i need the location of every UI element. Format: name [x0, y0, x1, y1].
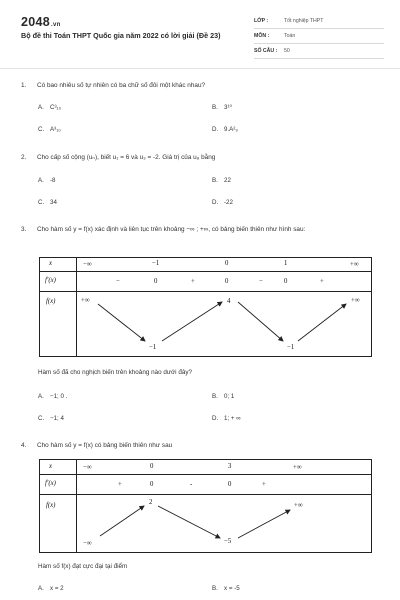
f-value: +∞ — [81, 297, 90, 304]
variation-table-q3 — [39, 257, 372, 357]
f-value: −1 — [287, 344, 295, 351]
option-3a[interactable] — [38, 393, 67, 400]
f-value: −1 — [149, 344, 157, 351]
option-2a[interactable] — [38, 177, 56, 184]
meta-value: Tốt nghiệp THPT — [284, 18, 324, 24]
row-label-function: f(x) — [46, 502, 56, 509]
question-number: 1. — [21, 82, 27, 89]
question-text: Cho hàm số y = f(x) có bảng biến thiên như sau — [37, 442, 173, 449]
derivative-zero: 0 — [284, 278, 288, 285]
option-text: x = 2 — [50, 585, 64, 592]
derivative-sign: - — [190, 481, 193, 488]
option-text: A³₁₀ — [50, 126, 61, 133]
derivative-zero: 0 — [150, 481, 154, 488]
document-title: Bộ đề thi Toán THPT Quốc gia năm 2022 có lời giải (Đề 23) — [21, 31, 221, 40]
question-3 — [21, 224, 371, 235]
f-value: 4 — [227, 298, 231, 305]
site-logo[interactable] — [21, 15, 61, 29]
subquestion-4: Hàm số f(x) đạt cực đại tại điểm — [38, 563, 128, 570]
x-value: 0 — [150, 463, 154, 470]
option-2c[interactable] — [38, 199, 57, 206]
option-letter: B. — [212, 585, 218, 592]
derivative-zero: 0 — [225, 278, 229, 285]
option-3d[interactable] — [212, 415, 241, 422]
variation-arrows-q4 — [40, 460, 373, 554]
derivative-sign: − — [116, 278, 120, 285]
option-1a[interactable] — [38, 104, 61, 111]
meta-key: SỐ CÂU : — [254, 48, 278, 54]
question-text: Cho cấp số cộng (uₙ), biết u₁ = 6 và u₃ = -2. Giá trị của u₈ bằng — [37, 154, 216, 161]
f-value: +∞ — [351, 297, 360, 304]
variation-table-q4 — [39, 459, 372, 553]
question-text: Có bao nhiêu số tự nhiên có ba chữ số đôi một khác nhau? — [37, 82, 206, 89]
question-4 — [21, 442, 172, 449]
f-value: −5 — [224, 538, 232, 545]
meta-value: Toán — [284, 33, 296, 39]
x-value: −1 — [152, 260, 160, 267]
derivative-sign: + — [191, 278, 195, 285]
f-value: 2 — [149, 499, 153, 506]
option-1d[interactable] — [212, 126, 238, 133]
derivative-sign: + — [118, 481, 122, 488]
option-4b[interactable] — [212, 585, 240, 592]
option-letter: C. — [38, 415, 45, 422]
f-value: +∞ — [294, 502, 303, 509]
x-value: 1 — [284, 260, 288, 267]
meta-key: LỚP : — [254, 18, 269, 24]
option-2b[interactable] — [212, 177, 231, 184]
derivative-sign: + — [320, 278, 324, 285]
question-number: 3. — [21, 226, 27, 233]
option-text: 0; 1 — [224, 393, 235, 400]
option-text: 3¹⁰ — [224, 104, 232, 111]
row-label-derivative: f′(x) — [45, 277, 56, 284]
meta-value: 50 — [284, 48, 290, 54]
x-value: +∞ — [293, 464, 302, 471]
option-3b[interactable] — [212, 393, 234, 400]
derivative-sign: − — [259, 278, 263, 285]
option-text: 22 — [224, 177, 231, 184]
subquestion-3: Hàm số đã cho nghịch biến trên khoảng nào dưới đây? — [38, 369, 192, 376]
logo-suffix: .vn — [51, 22, 61, 28]
x-value: −∞ — [83, 261, 92, 268]
option-letter: A. — [38, 585, 44, 592]
x-value: −∞ — [83, 464, 92, 471]
question-2 — [21, 153, 215, 161]
derivative-zero: 0 — [154, 278, 158, 285]
option-text: C³₁₀ — [50, 104, 62, 111]
logo-main: 2048 — [21, 15, 51, 29]
f-value: −∞ — [83, 540, 92, 547]
option-letter: D. — [212, 199, 219, 206]
option-text: 34 — [50, 199, 57, 206]
option-letter: D. — [212, 126, 219, 133]
exam-meta — [254, 14, 384, 59]
option-4a[interactable] — [38, 585, 64, 592]
option-letter: B. — [212, 393, 218, 400]
option-text: -8 — [50, 177, 56, 184]
option-text: −1; 4 — [50, 415, 64, 422]
option-letter: A. — [38, 393, 44, 400]
option-letter: B. — [212, 177, 218, 184]
derivative-sign: + — [262, 481, 266, 488]
option-letter: A. — [38, 177, 44, 184]
meta-row-count — [254, 44, 384, 59]
row-label-x: x — [49, 260, 53, 267]
question-number: 4. — [21, 442, 27, 449]
meta-row-class — [254, 14, 384, 29]
row-label-x: x — [49, 463, 53, 470]
option-2d[interactable] — [212, 199, 233, 206]
option-letter: C. — [38, 126, 45, 133]
variation-arrows-q3 — [40, 258, 373, 358]
question-number: 2. — [21, 154, 27, 161]
option-letter: D. — [212, 415, 219, 422]
option-letter: C. — [38, 199, 45, 206]
question-text: Cho hàm số y = f(x) xác định và liên tục trên khoảng −∞ ; +∞, có bảng biến thiên như hình sau: — [37, 226, 306, 233]
option-text: -22 — [224, 199, 233, 206]
meta-row-subject — [254, 29, 384, 44]
option-1c[interactable] — [38, 126, 61, 133]
option-text: 9.A²₉ — [224, 126, 238, 133]
derivative-zero: 0 — [228, 481, 232, 488]
option-1b[interactable] — [212, 104, 232, 111]
question-1 — [21, 82, 205, 89]
option-3c[interactable] — [38, 415, 64, 422]
option-letter: A. — [38, 104, 44, 111]
option-letter: B. — [212, 104, 218, 111]
row-label-derivative: f′(x) — [45, 480, 56, 487]
x-value: 0 — [225, 260, 229, 267]
meta-key: MÔN : — [254, 33, 270, 39]
option-text: 1; + ∞ — [224, 415, 241, 422]
x-value: 3 — [228, 463, 232, 470]
option-text: −1; 0 . — [50, 393, 68, 400]
option-text: x = -5 — [224, 585, 240, 592]
x-value: +∞ — [350, 261, 359, 268]
header-divider — [0, 68, 400, 69]
row-label-function: f(x) — [46, 298, 56, 305]
